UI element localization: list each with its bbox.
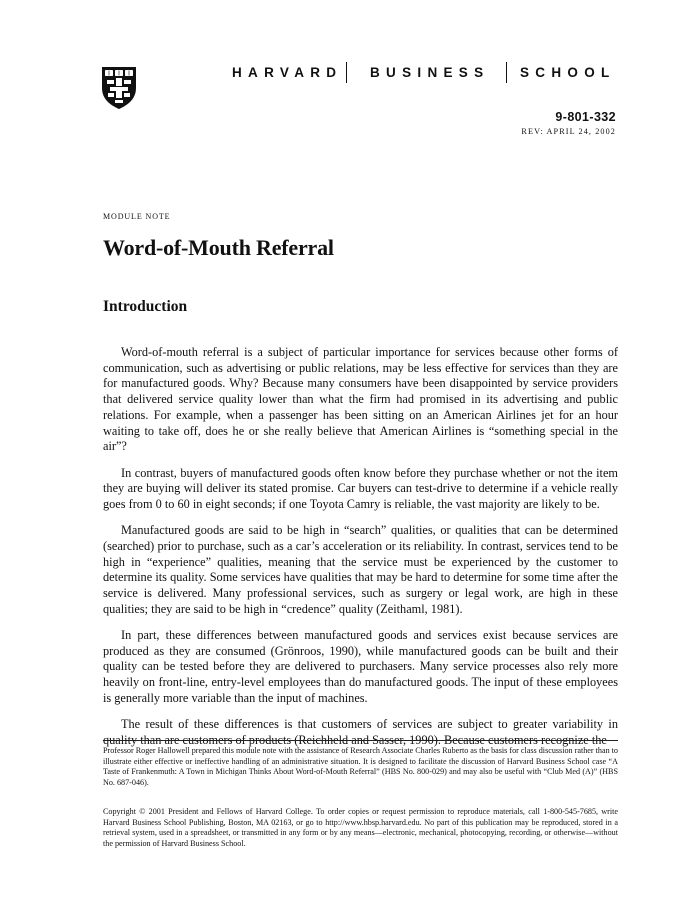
revision-date: REV: APRIL 24, 2002 (521, 127, 616, 136)
document-type-label: MODULE NOTE (103, 212, 171, 221)
author-footnote: Professor Roger Hallowell prepared this module note with the assistance of Research Associate Charles Ruberto as the basis for class discussion rather than to illustrate either effective or ineffective handling of an administrative situation. It is designed to facilitate the discussion of Harvard Business School case “A Taste of Frankenmuth: A Town in Michigan Thinks About Word-of-Mouth Referral” (HBS No. 800-029) and may also be useful with “Club Med (A)” (HBS No. 687-046). (103, 746, 618, 787)
body-paragraph: Word-of-mouth referral is a subject of particular importance for services because other forms of communication, such as advertising or public relations, may be less effective for services than they are for manufactured goods. Why? Because many consumers have been disappointed by service providers that delivered service quality lower than what the firm had promised in its advertising and public relations. For example, when a passenger has been sitting on an American Airlines jet for an hour waiting to take off, does he or she really believe that American Airlines is “something special in the air”? (103, 345, 618, 454)
harvard-shield-logo (101, 66, 137, 110)
section-heading: Introduction (103, 298, 188, 315)
wordmark-divider (506, 62, 507, 83)
wordmark-divider (346, 62, 347, 83)
wordmark-school: SCHOOL (520, 65, 616, 80)
harvard-business-school-wordmark (232, 62, 620, 82)
footnote-divider (103, 740, 618, 741)
wordmark-harvard: HARVARD (232, 65, 343, 80)
copyright-footnote: Copyright © 2001 President and Fellows of Harvard College. To order copies or request permission to reproduce materials, call 1-800-545-7685, write Harvard Business School Publishing, Boston, MA 02163, or go to http://www.hbsp.harvard.edu. No part of this publication may be reproduced, stored in a retrieval system, used in a spreadsheet, or transmitted in any form or by any means—electronic, mechanical, photocopying, recording, or otherwise—without the permission of Harvard Business School. (103, 807, 618, 848)
body-paragraph: The result of these differences is that customers of services are subject to greater variability in quality than are customers of products (Reichheld and Sasser, 1990). Because customers recognize the (103, 717, 618, 747)
body-text (103, 345, 618, 759)
wordmark-business: BUSINESS (370, 65, 490, 80)
body-paragraph: In part, these differences between manufactured goods and services exist because services are produced as they are consumed (Grönroos, 1990), while manufactured goods can be built and their quality can be tested before they are delivered to purchasers. Many service processes also rely more heavily on front-line, entry-level employees than do manufactured goods. The input of these employees is generally more variable than the input of machines. (103, 628, 618, 705)
case-number: 9-801-332 (555, 110, 616, 124)
body-paragraph: In contrast, buyers of manufactured goods often know before they purchase whether or not the item they are buying will deliver its stated promise. Car buyers can test-drive to determine if a vehicle really goes from 0 to 60 in eight seconds; if one Toyota Camry is reliable, the vast majority are likely to be. (103, 465, 618, 511)
body-paragraph: Manufactured goods are said to be high in “search” qualities, or qualities that can be determined (searched) prior to purchase, such as a car’s acceleration or its reliability. In contrast, services tend to be high in “experience” qualities, meaning that the service must be experienced by the customer to determine its quality. Some services have qualities that may be hard to determine for some time after the service is delivered. Many professional services, such as surgery or legal work, are high in these qualities; they are said to be high in “credence” quality (Zeithaml, 1981). (103, 523, 618, 616)
document-title: Word-of-Mouth Referral (103, 235, 334, 260)
